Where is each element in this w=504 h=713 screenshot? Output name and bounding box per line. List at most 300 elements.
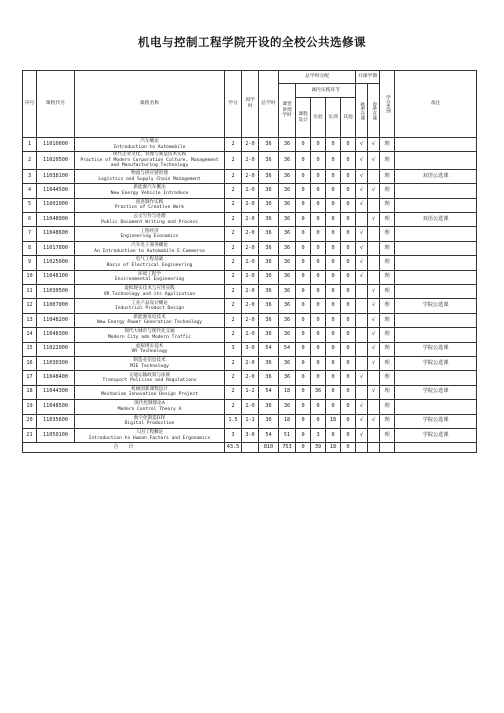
table-row — [23, 414, 477, 428]
row-name — [75, 414, 225, 428]
row-name — [75, 169, 225, 183]
total-lecture: 753 — [279, 443, 296, 453]
total-design: 0 — [296, 443, 311, 453]
row-weekly-hours: 2-0 — [242, 152, 259, 170]
row-weekly-hours: 2-0 — [242, 138, 259, 152]
row-remark — [395, 400, 477, 414]
table-row — [23, 213, 477, 227]
header-allocation: 总学时分配 — [279, 71, 356, 84]
row-design-hours: 0 — [296, 184, 311, 198]
row-other-hours: 0 — [341, 313, 356, 327]
row-lecture-hours: 36 — [279, 227, 296, 241]
row-experiment-hours: 0 — [311, 299, 326, 313]
row-total-hours: 36 — [259, 169, 279, 183]
row-spring-mark: √ — [368, 414, 380, 428]
row-autumn-mark: √ — [356, 138, 368, 152]
row-other-hours: 0 — [341, 256, 356, 270]
row-other-hours: 0 — [341, 342, 356, 356]
row-weekly-hours: 2-0 — [242, 184, 259, 198]
row-spring-mark: √ — [368, 138, 380, 152]
total-empty — [395, 443, 477, 453]
course-name-en: VR Technology and its Application — [103, 291, 196, 297]
total-training: 18 — [326, 443, 341, 453]
row-remark — [395, 241, 477, 255]
header-remark: 备注 — [395, 71, 477, 138]
row-code: 11048300 — [37, 328, 75, 342]
row-category: 理 — [380, 285, 395, 299]
row-lecture-hours: 36 — [279, 213, 296, 227]
row-credit: 2 — [225, 328, 242, 342]
row-category: 理 — [380, 371, 395, 385]
row-name — [75, 371, 225, 385]
row-autumn-mark: √ — [356, 256, 368, 270]
row-experiment-hours: 0 — [311, 184, 326, 198]
row-index: 15 — [23, 342, 37, 356]
course-name-en: Public Document Writing and Process — [101, 219, 198, 225]
row-code: 11050100 — [37, 428, 75, 442]
row-total-hours: 36 — [259, 184, 279, 198]
row-weekly-hours: 2-0 — [242, 241, 259, 255]
row-index: 4 — [23, 184, 37, 198]
row-name — [75, 152, 225, 170]
row-lecture-hours: 36 — [279, 285, 296, 299]
row-credit: 2 — [225, 227, 242, 241]
row-remark — [395, 371, 477, 385]
header-semester: 开课学期 — [356, 71, 380, 84]
table-row — [23, 371, 477, 385]
header-total-hours: 总学时 — [259, 71, 279, 138]
row-total-hours: 36 — [259, 299, 279, 313]
row-credit: 2 — [225, 285, 242, 299]
row-name — [75, 285, 225, 299]
row-design-hours: 0 — [296, 414, 311, 428]
row-other-hours: 0 — [341, 400, 356, 414]
table-row — [23, 328, 477, 342]
row-training-hours: 0 — [326, 227, 341, 241]
row-experiment-hours: 0 — [311, 270, 326, 284]
row-code: 11048600 — [37, 227, 75, 241]
row-remark — [395, 285, 477, 299]
table-row — [23, 227, 477, 241]
row-experiment-hours: 0 — [311, 227, 326, 241]
row-training-hours: 0 — [326, 356, 341, 370]
row-weekly-hours: 2-0 — [242, 313, 259, 327]
row-index: 19 — [23, 400, 37, 414]
row-experiment-hours: 3 — [311, 428, 326, 442]
row-lecture-hours: 36 — [279, 328, 296, 342]
row-index: 10 — [23, 270, 37, 284]
row-total-hours: 36 — [259, 198, 279, 212]
row-experiment-hours: 0 — [311, 152, 326, 170]
course-name-zh: 工业产品设计概论 — [131, 300, 168, 306]
row-experiment-hours: 0 — [311, 213, 326, 227]
row-lecture-hours: 36 — [279, 256, 296, 270]
row-autumn-mark: √ — [356, 198, 368, 212]
row-index: 12 — [23, 299, 37, 313]
row-name — [75, 184, 225, 198]
row-code: 11048400 — [37, 371, 75, 385]
row-other-hours: 0 — [341, 169, 356, 183]
row-weekly-hours: 2-0 — [242, 356, 259, 370]
row-name — [75, 428, 225, 442]
row-category: 理 — [380, 313, 395, 327]
table-row — [23, 256, 477, 270]
row-code: 11007000 — [37, 299, 75, 313]
course-name-zh: 制造业信息技术 — [133, 358, 166, 364]
row-design-hours: 0 — [296, 198, 311, 212]
row-total-hours: 36 — [259, 138, 279, 152]
row-total-hours: 36 — [259, 356, 279, 370]
table-row — [23, 138, 477, 152]
row-category: 理 — [380, 356, 395, 370]
course-name-en: Industrial Product Design — [114, 306, 185, 312]
row-experiment-hours: 0 — [311, 241, 326, 255]
row-training-hours: 0 — [326, 342, 341, 356]
course-name-en: Introduction to Human Factors and Ergonomics — [88, 435, 211, 441]
row-autumn-mark: √ — [356, 241, 368, 255]
header-weekly-hours: 周学时 — [242, 71, 259, 138]
row-autumn-mark — [356, 356, 368, 370]
row-remark — [395, 152, 477, 170]
row-training-hours: 0 — [326, 428, 341, 442]
row-category: 理 — [380, 138, 395, 152]
row-design-hours: 0 — [296, 299, 311, 313]
row-code: 11048200 — [37, 313, 75, 327]
row-weekly-hours: 2-0 — [242, 371, 259, 385]
row-other-hours: 0 — [341, 371, 356, 385]
row-total-hours: 36 — [259, 285, 279, 299]
row-lecture-hours: 36 — [279, 299, 296, 313]
row-weekly-hours: 2-0 — [242, 299, 259, 313]
total-empty — [356, 443, 368, 453]
row-autumn-mark — [356, 213, 368, 227]
header-other: 其他 — [341, 98, 356, 138]
row-design-hours: 0 — [296, 385, 311, 399]
row-autumn-mark: √ — [356, 270, 368, 284]
row-code: 11010000 — [37, 138, 75, 152]
row-index: 2 — [23, 152, 37, 170]
row-other-hours: 0 — [341, 227, 356, 241]
row-remark: 双语公选课 — [395, 213, 477, 227]
course-name-zh: 物流与供应链管理 — [131, 171, 168, 177]
row-autumn-mark: √ — [356, 169, 368, 183]
row-credit: 2 — [225, 356, 242, 370]
row-autumn-mark: √ — [356, 428, 368, 442]
row-training-hours: 0 — [326, 285, 341, 299]
course-name-en: Practice of Modern Corporation Culture, Management and Manufacturing Technology — [80, 157, 219, 169]
row-category: 理 — [380, 227, 395, 241]
row-weekly-hours: 2-0 — [242, 213, 259, 227]
row-autumn-mark: √ — [356, 227, 368, 241]
course-name-en: MIE Technology — [130, 363, 169, 369]
row-credit: 2 — [225, 241, 242, 255]
row-category: 理 — [380, 152, 395, 170]
row-spring-mark: √ — [368, 299, 380, 313]
row-credit: 2 — [225, 213, 242, 227]
row-remark: 学院公选课 — [395, 299, 477, 313]
row-credit: 2 — [225, 371, 242, 385]
row-training-hours: 0 — [326, 169, 341, 183]
row-name — [75, 241, 225, 255]
row-category: 理 — [380, 270, 395, 284]
row-spring-mark — [368, 371, 380, 385]
row-code: 11048100 — [37, 270, 75, 284]
row-remark — [395, 328, 477, 342]
row-lecture-hours: 36 — [279, 356, 296, 370]
row-total-hours: 36 — [259, 152, 279, 170]
row-other-hours: 0 — [341, 138, 356, 152]
row-other-hours: 0 — [341, 198, 356, 212]
course-name-en: Practice of Creative Work — [114, 205, 185, 211]
total-hours: 810 — [259, 443, 279, 453]
row-lecture-hours: 36 — [279, 400, 296, 414]
table-row — [23, 198, 477, 212]
row-code: 11020500 — [37, 152, 75, 170]
row-remark: 学院公选课 — [395, 385, 477, 399]
row-experiment-hours: 0 — [311, 328, 326, 342]
page-title: 机电与控制工程学院开设的全校公共选修课 — [138, 35, 366, 49]
row-design-hours: 0 — [296, 356, 311, 370]
row-name — [75, 299, 225, 313]
row-autumn-mark — [356, 285, 368, 299]
row-other-hours: 0 — [341, 356, 356, 370]
row-spring-mark — [368, 198, 380, 212]
course-name-zh: 机械创新课程设计 — [131, 386, 168, 392]
row-weekly-hours: 2-0 — [242, 227, 259, 241]
course-name-zh: 工程经济 — [140, 228, 159, 234]
header-autumn: 秋季开课 — [356, 84, 368, 138]
row-experiment-hours: 0 — [311, 169, 326, 183]
row-other-hours: 0 — [341, 152, 356, 170]
total-row — [23, 443, 477, 453]
row-index: 9 — [23, 256, 37, 270]
row-code: 11030300 — [37, 356, 75, 370]
row-total-hours: 36 — [259, 256, 279, 270]
course-name-zh: 数字化制造DIY — [133, 415, 166, 421]
row-spring-mark: √ — [368, 285, 380, 299]
row-total-hours: 36 — [259, 328, 279, 342]
row-design-hours: 0 — [296, 256, 311, 270]
row-category: 理 — [380, 241, 395, 255]
row-total-hours: 54 — [259, 342, 279, 356]
row-code: 11022000 — [37, 342, 75, 356]
course-name-zh: 新能源汽车概论 — [133, 185, 166, 191]
course-name-en: VR Technology — [131, 349, 168, 355]
row-weekly-hours: 2-0 — [242, 328, 259, 342]
course-name-zh: 现代企业文化、管理与制造技术实践 — [112, 152, 187, 158]
row-name — [75, 400, 225, 414]
row-name — [75, 227, 225, 241]
row-code: 11017800 — [37, 241, 75, 255]
row-experiment-hours: 0 — [311, 256, 326, 270]
row-training-hours: 0 — [326, 270, 341, 284]
header-experiment: 实验 — [311, 98, 326, 138]
row-autumn-mark: √ — [356, 414, 368, 428]
row-weekly-hours: 2-0 — [242, 270, 259, 284]
course-name-en: Modern Control Theory A — [117, 406, 182, 412]
header-spring: 春季开课 — [368, 84, 380, 138]
row-lecture-hours: 36 — [279, 270, 296, 284]
row-autumn-mark — [356, 313, 368, 327]
total-experiment: 39 — [311, 443, 326, 453]
row-other-hours: 0 — [341, 213, 356, 227]
row-code: 11035600 — [37, 414, 75, 428]
row-other-hours: 0 — [341, 241, 356, 255]
row-category: 理 — [380, 400, 395, 414]
row-experiment-hours: 36 — [311, 385, 326, 399]
row-spring-mark: √ — [368, 356, 380, 370]
row-total-hours: 36 — [259, 241, 279, 255]
row-remark: 学院公选课 — [395, 356, 477, 370]
row-remark: 双语公选课 — [395, 169, 477, 183]
row-autumn-mark — [356, 299, 368, 313]
table-row — [23, 400, 477, 414]
row-design-hours: 0 — [296, 270, 311, 284]
row-category: 理 — [380, 428, 395, 442]
header-course-design: 课程设计 — [296, 98, 311, 138]
course-name-zh: 虚拟现实技术 — [135, 343, 164, 349]
row-name — [75, 270, 225, 284]
course-name-zh: 创意制作实践 — [135, 199, 164, 205]
total-label: 合 计 — [23, 443, 225, 453]
row-lecture-hours: 36 — [279, 313, 296, 327]
row-credit: 2 — [225, 385, 242, 399]
row-lecture-hours: 54 — [279, 342, 296, 356]
row-lecture-hours: 36 — [279, 152, 296, 170]
row-autumn-mark — [356, 342, 368, 356]
row-experiment-hours: 0 — [311, 138, 326, 152]
course-name-en: Engineering Economics — [120, 234, 179, 240]
row-total-hours: 54 — [259, 428, 279, 442]
row-weekly-hours: 1-2 — [242, 385, 259, 399]
table-row — [23, 313, 477, 327]
course-name-en: Logistics and Supply Chain Management — [98, 176, 201, 182]
course-name-zh: 现代控制理论A — [134, 401, 165, 407]
row-spring-mark: √ — [368, 385, 380, 399]
row-index: 1 — [23, 138, 37, 152]
row-total-hours: 36 — [259, 414, 279, 428]
header-credit: 学分 — [225, 71, 242, 138]
course-table — [22, 70, 477, 453]
course-name-zh: 人因工程概论 — [135, 430, 164, 436]
row-design-hours: 0 — [296, 138, 311, 152]
course-name-en: Environmental Engineering — [114, 277, 185, 283]
row-code: 11002000 — [37, 198, 75, 212]
row-training-hours: 0 — [326, 138, 341, 152]
row-spring-mark: √ — [368, 313, 380, 327]
row-remark — [395, 256, 477, 270]
row-index: 7 — [23, 227, 37, 241]
row-autumn-mark: √ — [356, 371, 368, 385]
row-category: 理 — [380, 213, 395, 227]
row-training-hours: 0 — [326, 184, 341, 198]
row-remark — [395, 227, 477, 241]
table-row — [23, 285, 477, 299]
row-design-hours: 0 — [296, 152, 311, 170]
row-category: 理 — [380, 342, 395, 356]
row-category: 理 — [380, 184, 395, 198]
course-name-en: New Energy Power Generation Technology — [96, 320, 203, 326]
table-row — [23, 342, 477, 356]
course-name-en: Transport Policies and Regulations — [102, 378, 197, 384]
row-training-hours: 0 — [326, 198, 341, 212]
row-spring-mark — [368, 241, 380, 255]
row-training-hours: 0 — [326, 371, 341, 385]
row-lecture-hours: 18 — [279, 385, 296, 399]
row-credit: 3 — [225, 428, 242, 442]
row-name — [75, 138, 225, 152]
table-row — [23, 169, 477, 183]
row-category: 理 — [380, 198, 395, 212]
row-name — [75, 342, 225, 356]
row-credit: 2 — [225, 313, 242, 327]
row-index: 6 — [23, 213, 37, 227]
course-name-zh: 电气工程基础 — [135, 257, 164, 263]
row-lecture-hours: 36 — [279, 198, 296, 212]
row-credit: 2 — [225, 169, 242, 183]
header-training: 实训 — [326, 98, 341, 138]
course-name-en: Introduction to Automobile — [113, 144, 186, 150]
table-row — [23, 428, 477, 442]
row-credit: 1.5 — [225, 414, 242, 428]
row-design-hours: 0 — [296, 371, 311, 385]
row-other-hours: 0 — [341, 414, 356, 428]
header-practice: 课内实践环节 — [296, 84, 356, 98]
row-experiment-hours: 0 — [311, 342, 326, 356]
row-spring-mark — [368, 169, 380, 183]
row-other-hours: 0 — [341, 385, 356, 399]
row-training-hours: 0 — [326, 213, 341, 227]
row-experiment-hours: 0 — [311, 356, 326, 370]
row-design-hours: 0 — [296, 342, 311, 356]
course-name-en: Mechanism Innovation Design Project — [101, 392, 198, 398]
row-training-hours: 18 — [326, 414, 341, 428]
course-name-zh: 现代大城市与现代化交通 — [124, 329, 175, 335]
row-spring-mark: √ — [368, 342, 380, 356]
row-code: 11044500 — [37, 184, 75, 198]
row-index: 18 — [23, 385, 37, 399]
row-autumn-mark: √ — [356, 400, 368, 414]
row-name — [75, 356, 225, 370]
row-code: 11038100 — [37, 169, 75, 183]
table-row — [23, 385, 477, 399]
row-lecture-hours: 36 — [279, 241, 296, 255]
row-weekly-hours: 2-0 — [242, 198, 259, 212]
row-credit: 2 — [225, 184, 242, 198]
row-remark: 学院公选课 — [395, 428, 477, 442]
row-experiment-hours: 0 — [311, 313, 326, 327]
header-lecture: 课堂讲授学时 — [279, 84, 296, 138]
row-design-hours: 0 — [296, 213, 311, 227]
table-row — [23, 270, 477, 284]
total-credit: 43.5 — [225, 443, 242, 453]
row-category: 理 — [380, 256, 395, 270]
row-spring-mark: √ — [368, 152, 380, 170]
row-remark — [395, 184, 477, 198]
total-empty — [380, 443, 395, 453]
row-remark — [395, 270, 477, 284]
row-credit: 3 — [225, 342, 242, 356]
row-other-hours: 0 — [341, 184, 356, 198]
row-weekly-hours: 2-0 — [242, 285, 259, 299]
course-name-zh: 汽车电子商务概论 — [131, 243, 168, 249]
course-name-en: Digital Production — [124, 421, 175, 427]
row-design-hours: 0 — [296, 328, 311, 342]
row-total-hours: 54 — [259, 385, 279, 399]
row-training-hours: 0 — [326, 400, 341, 414]
row-other-hours: 0 — [341, 270, 356, 284]
row-remark — [395, 198, 477, 212]
